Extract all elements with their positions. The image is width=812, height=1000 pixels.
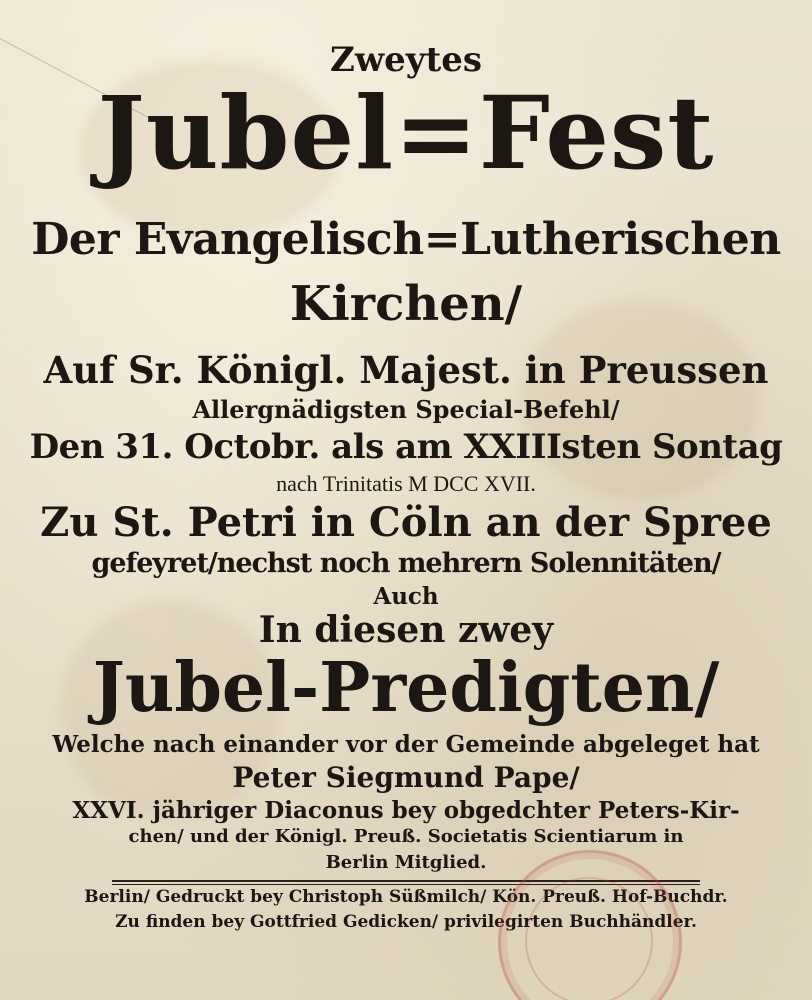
main-title: Jubel=Fest	[97, 74, 715, 192]
title-line-these-two: In diesen zwey	[258, 609, 554, 651]
title-line-also: Auch	[373, 583, 439, 610]
library-stamp-ring	[525, 877, 653, 1000]
title-line-church: Kirchen/	[289, 276, 523, 332]
title-line-sermons: Jubel-Predigten/	[92, 648, 720, 728]
title-line-celebrated: gefeyret/nechst noch mehrern Solennitäten/	[91, 548, 721, 579]
title-line-majesty: Auf Sr. Königl. Majest. in Preussen	[43, 348, 769, 392]
author-name: Peter Siegmund Pape/	[232, 761, 580, 794]
title-line-delivered: Welche nach einander vor der Gemeinde abgeleget hat	[52, 731, 760, 758]
author-description-1: XXVI. jähriger Diaconus bey obgedchter Peters-Kir-	[72, 797, 740, 824]
title-line-ordinal: Zweytes	[330, 40, 482, 80]
title-line-date: Den 31. Octobr. als am XXIIIsten Sontag	[29, 427, 783, 467]
title-line-place: Zu St. Petri in Cöln an der Spree	[40, 499, 772, 546]
imprint-seller: Zu finden bey Gottfried Gedicken/ privilegirten Buchhändler.	[115, 912, 697, 932]
title-line-denomination: Der Evangelisch=Lutherischen	[31, 214, 781, 265]
author-description-2: chen/ und der Königl. Preuß. Societatis Scientiarum in	[128, 826, 684, 847]
title-line-command: Allergnädigsten Special-Befehl/	[192, 395, 620, 424]
imprint-printer: Berlin/ Gedruckt bey Christoph Süßmilch/ Kön. Preuß. Hof-Buchdr.	[84, 887, 728, 907]
title-line-year: nach Trinitatis M DCC XVII.	[276, 471, 536, 496]
author-description-3: Berlin Mitglied.	[325, 852, 487, 873]
